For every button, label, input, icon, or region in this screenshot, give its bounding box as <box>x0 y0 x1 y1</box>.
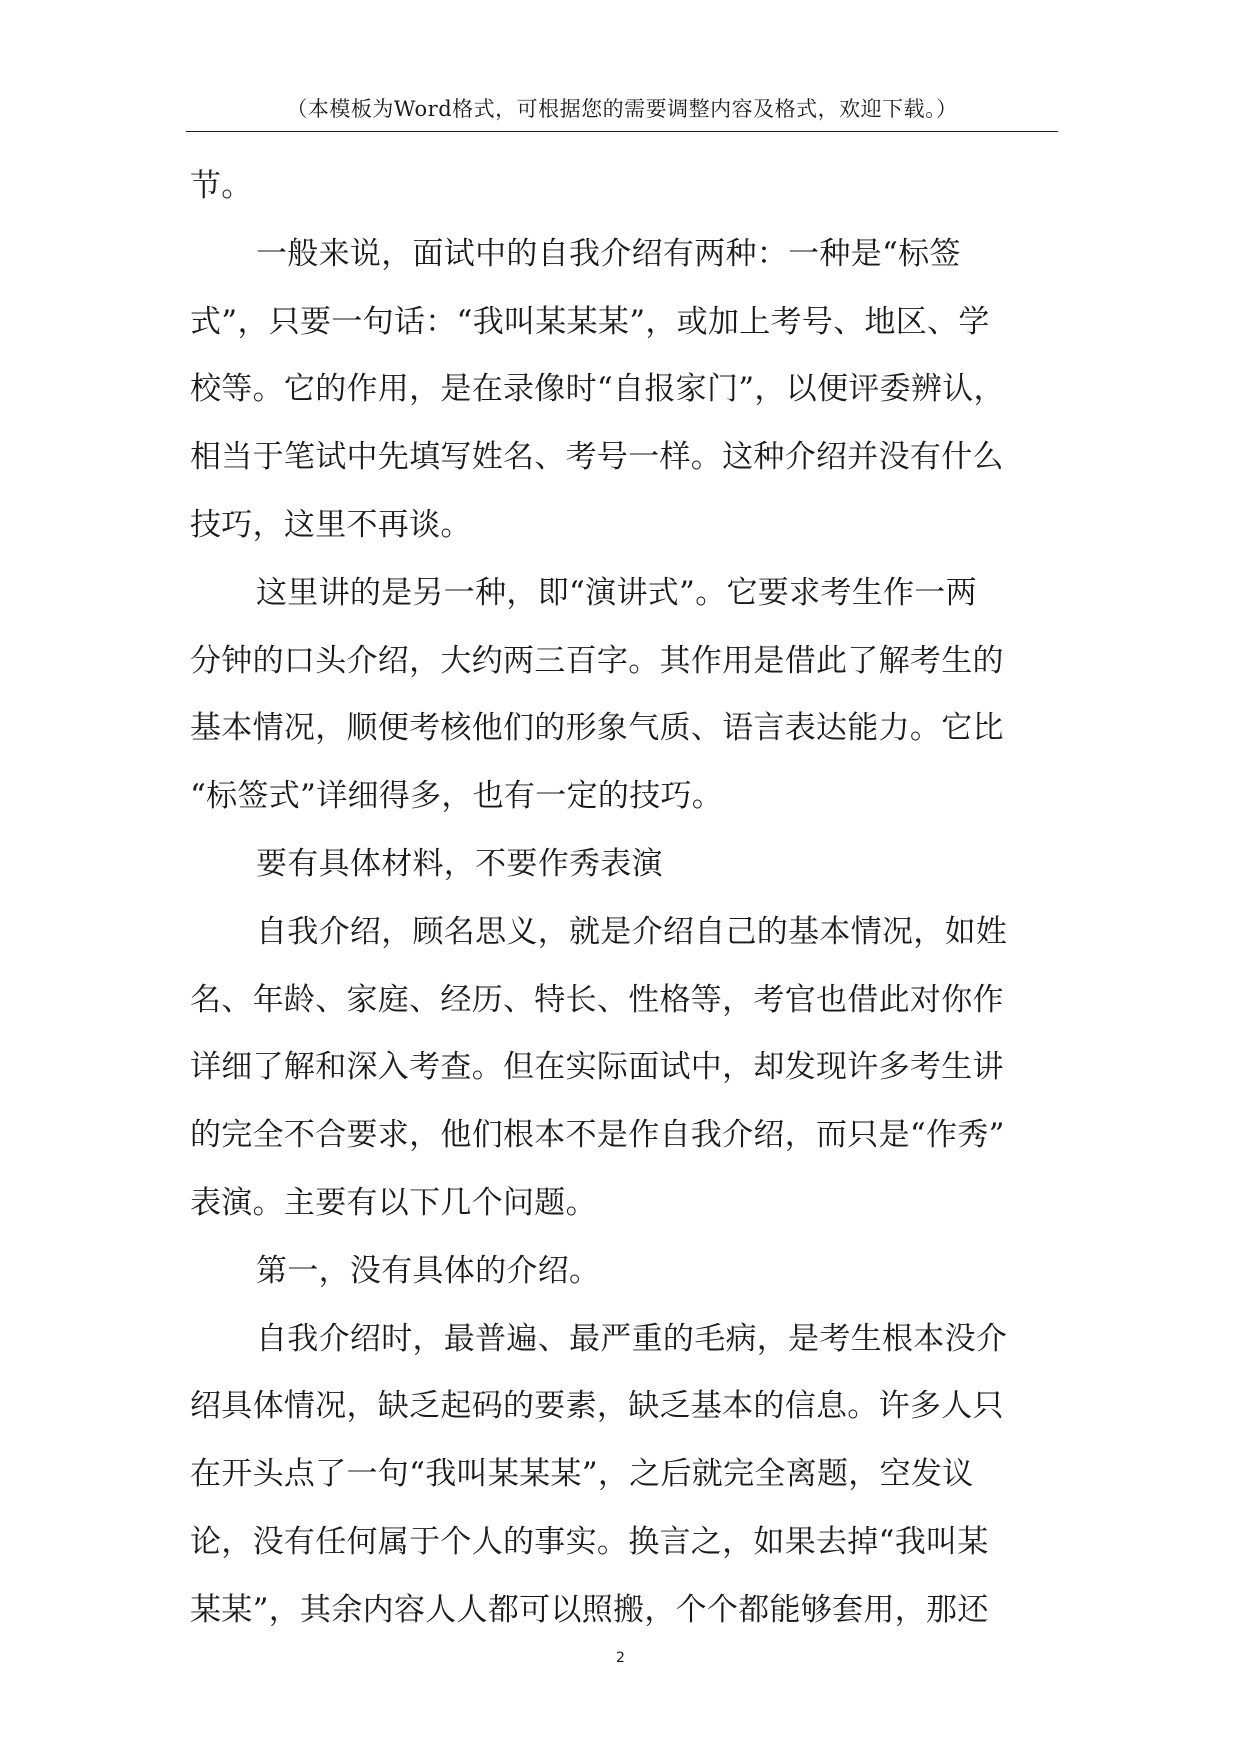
text-line: 某某”，其余内容人人都可以照搬，个个都能够套用，那还 <box>190 1591 989 1628</box>
text-line: 这里讲的是另一种，即“演讲式”。它要求考生作一两 <box>256 574 977 611</box>
text-line: 表演。主要有以下几个问题。 <box>190 1184 597 1221</box>
text-line: 自我介绍，顾名思义，就是介绍自己的基本情况，如姓 <box>256 913 1008 950</box>
text-line: 名、年龄、家庭、经历、特长、性格等，考官也借此对你作 <box>190 981 1004 1018</box>
text-line: 式”，只要一句话：“我叫某某某”，或加上考号、地区、学 <box>190 303 990 340</box>
page-header: （本模板为Word格式，可根据您的需要调整内容及格式，欢迎下载。） <box>286 97 958 121</box>
text-line: 分钟的口头介绍，大约两三百字。其作用是借此了解考生的 <box>190 642 1004 679</box>
body-text <box>190 153 1055 1645</box>
text-line: 相当于笔试中先填写姓名、考号一样。这种介绍并没有什么 <box>190 439 1004 476</box>
text-line: 要有具体材料，不要作秀表演 <box>256 845 663 882</box>
text-line: 论，没有任何属于个人的事实。换言之，如果去掉“我叫某 <box>190 1523 989 1560</box>
text-line: 基本情况，顺便考核他们的形象气质、语言表达能力。它比 <box>190 710 1004 747</box>
text-line: 详细了解和深入考查。但在实际面试中，却发现许多考生讲 <box>190 1049 1004 1086</box>
text-line: 自我介绍时，最普遍、最严重的毛病，是考生根本没介 <box>256 1320 1008 1357</box>
header-divider <box>186 131 1058 132</box>
text-line: “标签式”详细得多，也有一定的技巧。 <box>190 778 724 815</box>
page-number: 2 <box>616 1650 625 1666</box>
text-line: 绍具体情况，缺乏起码的要素，缺乏基本的信息。许多人只 <box>190 1388 1004 1425</box>
text-line: 第一，没有具体的介绍。 <box>256 1252 601 1289</box>
text-line: 的完全不合要求，他们根本不是作自我介绍，而只是“作秀” <box>190 1117 1005 1154</box>
text-line: 在开头点了一句“我叫某某某”，之后就完全离题，空发议 <box>190 1456 974 1493</box>
text-line: 校等。它的作用，是在录像时“自报家门”，以便评委辨认， <box>190 371 1005 408</box>
text-line: 技巧，这里不再谈。 <box>190 506 472 543</box>
text-line: 节。 <box>190 168 253 204</box>
text-line: 一般来说，面试中的自我介绍有两种：一种是“标签 <box>256 235 961 272</box>
